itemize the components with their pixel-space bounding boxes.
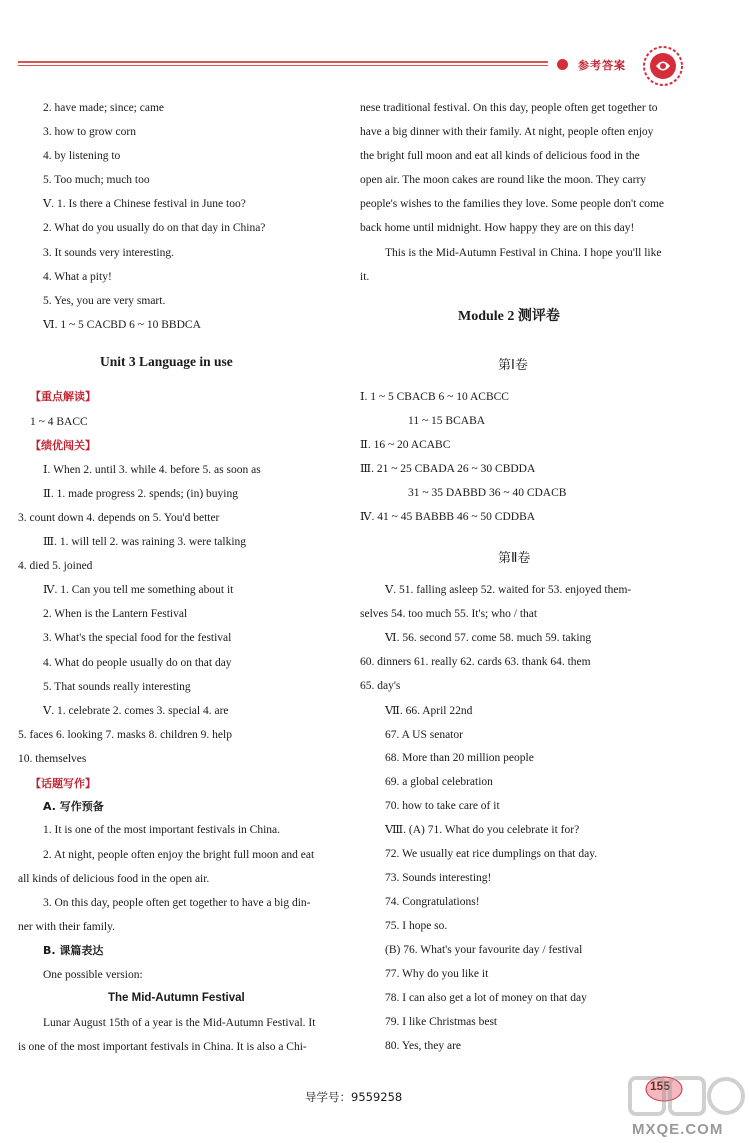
writing-line: ner with their family.	[18, 921, 115, 933]
essay-title: The Mid-Autumn Festival	[108, 992, 245, 1004]
tag-writing: 【话题写作】	[30, 777, 96, 790]
answer-line: Ⅵ. 1 ~ 5 CACBD 6 ~ 10 BBDCA	[43, 319, 201, 331]
part1-title: 第Ⅰ卷	[498, 358, 528, 373]
answer-line: 79. I like Christmas best	[385, 1016, 498, 1028]
answer-line: 3. how to grow corn	[43, 126, 136, 138]
header-logo-icon	[642, 45, 684, 87]
answer-line: Ⅳ. 41 ~ 45 BABBB 46 ~ 50 CDDBA	[360, 511, 536, 523]
answer-line: 4. by listening to	[43, 150, 121, 162]
answer-line: Ⅰ. When 2. until 3. while 4. before 5. as soon as	[43, 464, 261, 476]
tag-key-points: 【重点解读】	[30, 390, 96, 403]
answer-line: 74. Congratulations!	[385, 896, 480, 908]
answer-line: 72. We usually eat rice dumplings on that day.	[385, 848, 598, 860]
answer-line: Ⅴ. 51. falling asleep 52. waited for 53. enjoyed them-	[385, 584, 632, 596]
answer-line: 3. It sounds very interesting.	[43, 247, 174, 259]
answer-line: Ⅴ. 1. Is there a Chinese festival in June too?	[43, 198, 246, 210]
possible-version: One possible version:	[43, 969, 143, 981]
answer-line: 2. What do you usually do on that day in China?	[43, 222, 266, 234]
answer-line: Ⅴ. 1. celebrate 2. comes 3. special 4. are	[43, 705, 229, 717]
answer-line: 5. Yes, you are very smart.	[43, 295, 166, 307]
answer-line: 4. What do people usually do on that day	[43, 657, 232, 669]
answer-line: 4. died 5. joined	[18, 560, 93, 572]
writing-line: all kinds of delicious food in the open air.	[18, 873, 210, 885]
key-points-answer: 1 ~ 4 BACC	[30, 416, 88, 428]
answer-line: Ⅳ. 1. Can you tell me something about it	[43, 584, 234, 596]
writing-line: 3. On this day, people often get together to have a big din-	[43, 897, 311, 909]
writing-part-a: A. 写作预备	[43, 800, 104, 813]
answer-line: selves 54. too much 55. It's; who / that	[360, 608, 538, 620]
answer-line: 80. Yes, they are	[385, 1040, 462, 1052]
answer-line: 69. a global celebration	[385, 776, 493, 788]
answer-line: 31 ~ 35 DABBD 36 ~ 40 CDACB	[408, 487, 567, 499]
tag-reading: 【绩优闯关】	[30, 439, 96, 452]
module-title: Module 2 测评卷	[458, 309, 560, 324]
answer-line: Ⅱ. 16 ~ 20 ACABC	[360, 439, 451, 451]
essay-line: open air. The moon cakes are round like the moon. They carry	[360, 174, 647, 186]
header-dot-icon	[557, 59, 568, 70]
answer-line: Ⅲ. 21 ~ 25 CBADA 26 ~ 30 CBDDA	[360, 463, 536, 475]
essay-line: people's wishes to the families they love. Some people don't come	[360, 198, 665, 210]
page-number: 155	[650, 1079, 671, 1093]
header-rule	[18, 61, 548, 69]
answer-line: 73. Sounds interesting!	[385, 872, 492, 884]
answer-line: 2. have made; since; came	[43, 102, 165, 114]
part2-title: 第Ⅱ卷	[498, 551, 531, 566]
answer-line: 3. count down 4. depends on 5. You'd better	[18, 512, 220, 524]
answer-line: 3. What's the special food for the festival	[43, 632, 232, 644]
answer-line: 75. I hope so.	[385, 920, 448, 932]
essay-line: the bright full moon and eat all kinds of delicious food in the	[360, 150, 640, 162]
essay-line: back home until midnight. How happy they are on this day!	[360, 222, 635, 234]
essay-line: nese traditional festival. On this day, people often get together to	[360, 102, 658, 114]
writing-line: 1. It is one of the most important festivals in China.	[43, 824, 280, 836]
answer-line: 60. dinners 61. really 62. cards 63. thank 64. them	[360, 656, 591, 668]
answer-line: 68. More than 20 million people	[385, 752, 534, 764]
answer-line: 10. themselves	[18, 753, 87, 765]
answer-line: 70. how to take care of it	[385, 800, 500, 812]
answer-line: Ⅵ. 56. second 57. come 58. much 59. taking	[385, 632, 592, 644]
answer-line: Ⅱ. 1. made progress 2. spends; (in) buying	[43, 488, 238, 500]
answer-line: Ⅷ. (A) 71. What do you celebrate it for?	[385, 824, 580, 836]
writing-line: 2. At night, people often enjoy the bright full moon and eat	[43, 849, 315, 861]
header-label: 参考答案	[578, 59, 626, 72]
essay-line: Lunar August 15th of a year is the Mid-Autumn Festival. It	[43, 1017, 316, 1029]
answer-line: 5. That sounds really interesting	[43, 681, 191, 693]
answer-line: 2. When is the Lantern Festival	[43, 608, 188, 620]
writing-part-b: B. 课篇表达	[43, 944, 104, 957]
essay-line: This is the Mid-Autumn Festival in China. I hope you'll like	[385, 247, 662, 259]
answer-line: 78. I can also get a lot of money on that day	[385, 992, 587, 1004]
answer-line: Ⅶ. 66. April 22nd	[385, 705, 473, 717]
answer-line: Ⅲ. 1. will tell 2. was raining 3. were talking	[43, 536, 247, 548]
answer-line: 11 ~ 15 BCABA	[408, 415, 486, 427]
answer-line: Ⅰ. 1 ~ 5 CBACB 6 ~ 10 ACBCC	[360, 391, 509, 403]
answer-line: 4. What a pity!	[43, 271, 112, 283]
answer-line: 77. Why do you like it	[385, 968, 489, 980]
watermark-text: MXQE.COM	[632, 1121, 724, 1138]
unit-title: Unit 3 Language in use	[100, 354, 233, 369]
essay-line: is one of the most important festivals in China. It is also a Chi-	[18, 1041, 307, 1053]
answer-line: 5. Too much; much too	[43, 174, 150, 186]
essay-line: have a big dinner with their family. At night, people often enjoy	[360, 126, 654, 138]
answer-line: 5. faces 6. looking 7. masks 8. children 9. help	[18, 729, 232, 741]
answer-line: (B) 76. What's your favourite day / festival	[385, 944, 583, 956]
answer-line: 67. A US senator	[385, 729, 463, 741]
guide-number: 导学号：9559258	[305, 1090, 403, 1104]
essay-line: it.	[360, 271, 370, 283]
answer-line: 65. day's	[360, 680, 401, 692]
